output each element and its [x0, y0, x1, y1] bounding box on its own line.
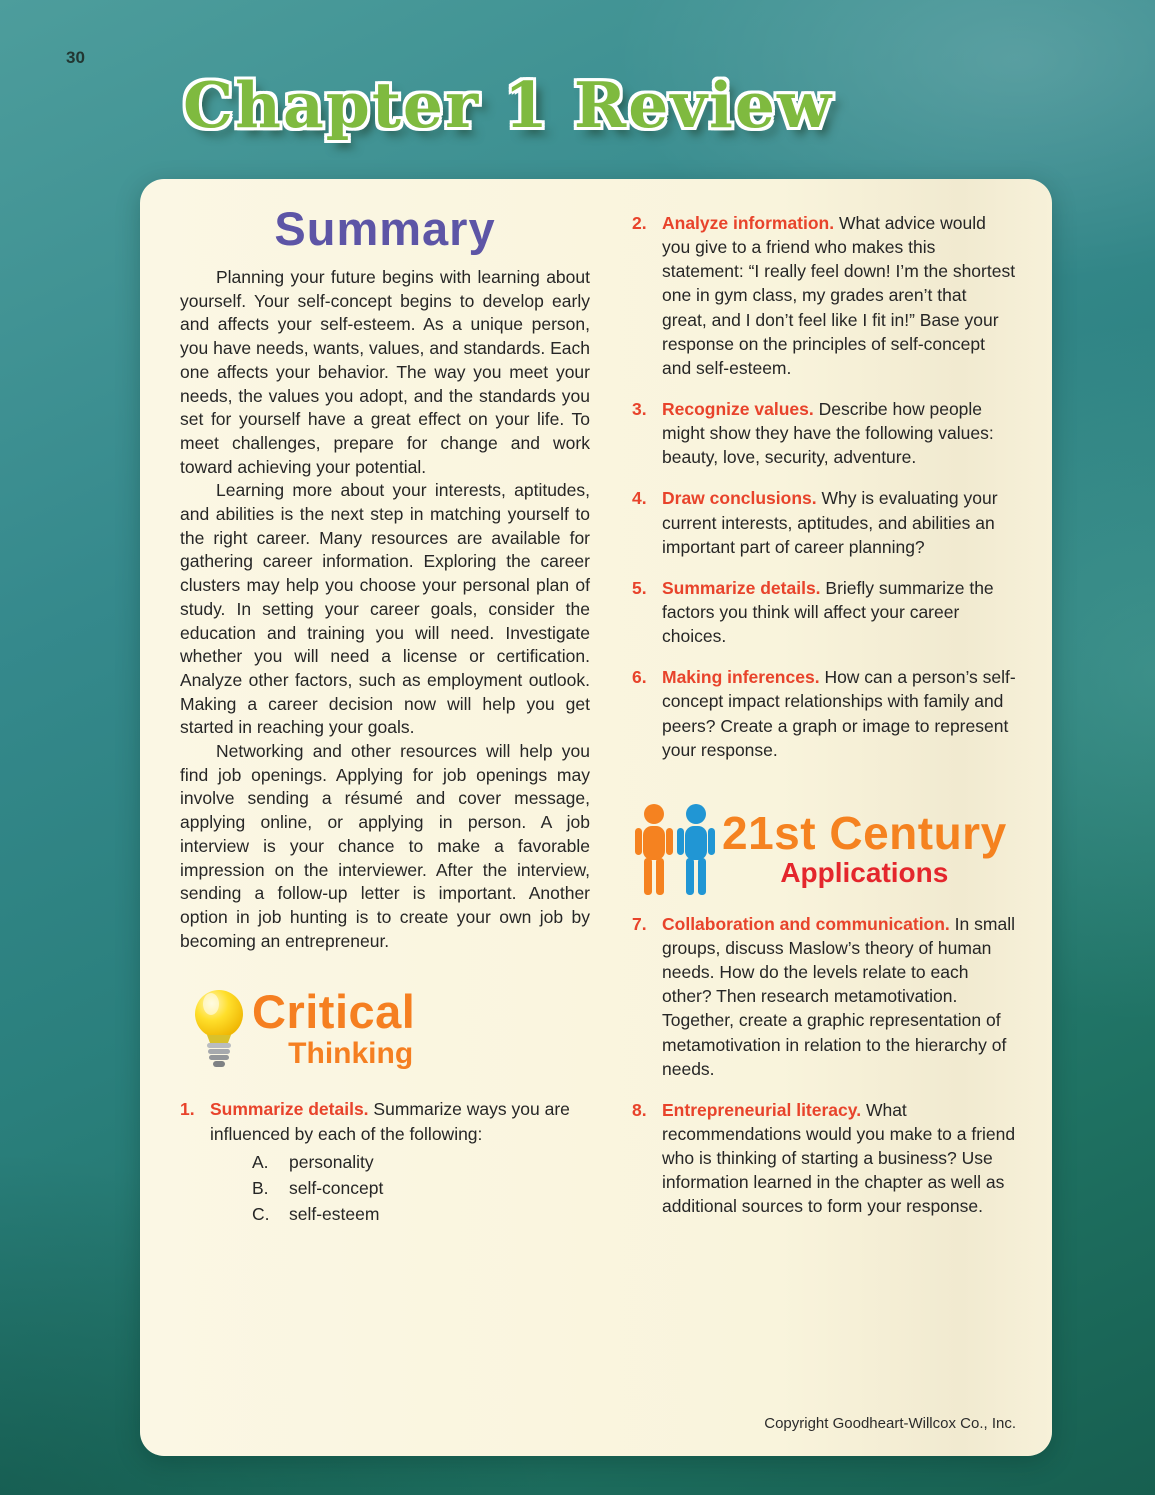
summary-paragraph-3: Networking and other resources will help you find job openings. Applying for job openings may involve sending a résumé and cover message, applying online, or applying in person. A job interview is your chance to make a favorable impression on the interviewer. After the interview, sending a follow-up letter is important. Another option in job hunting is to create your own job by becoming an entrepreneur.: [180, 741, 590, 951]
critical-title-line1: Critical: [252, 985, 416, 1039]
question-item-2: [632, 211, 1016, 380]
critical-thinking-title: [252, 987, 415, 1070]
chapter-title: Chapter 1 Review: [183, 68, 834, 142]
question-prompt: Summarize ways you are influenced by each of the following:: [210, 1099, 570, 1144]
content-card: [140, 179, 1052, 1456]
question-text: [662, 912, 1016, 1081]
person-icon-blue: [677, 804, 715, 895]
question-number: 8.: [632, 1099, 647, 1120]
subitem-text: personality: [289, 1151, 374, 1172]
subitem-a: [252, 1149, 590, 1175]
question-text: [662, 1098, 1016, 1219]
critical-title-line2: Thinking: [288, 1036, 414, 1070]
subitem-list: [210, 1149, 590, 1228]
question-number: 6.: [632, 667, 647, 688]
question-body: [210, 1097, 590, 1227]
question-number: 7.: [632, 913, 647, 934]
summary-paragraph-1: Planning your future begins with learning about yourself. Your self-concept begins to develop early and affects your self-esteem. As a unique person, you have needs, wants, values, and standards. Each one affects your behavior. The way you meet your needs, the values you adopt, and the standards you set for yourself have a great effect on your life. To meet challenges, prepare for change and work toward achieving your potential.: [180, 267, 590, 477]
century-applications-title: [722, 806, 1007, 889]
question-body: [662, 486, 1016, 558]
left-column: [180, 197, 590, 1244]
question-item-8: [632, 1098, 1016, 1219]
question-body: [662, 665, 1016, 762]
question-label: Summarize details.: [210, 1099, 369, 1120]
question-item-7: [632, 912, 1016, 1081]
question-text: [662, 397, 1016, 469]
right-column: [632, 197, 1016, 1244]
question-number: 1.: [180, 1099, 195, 1120]
question-prompt: What recommendations would you make to a friend who is thinking of starting a business? Use information learned in the chapter as well as additional sources to form your response.: [662, 1099, 1016, 1217]
question-body: [662, 576, 1016, 648]
question-label: Draw conclusions.: [662, 488, 817, 509]
copyright-notice: Copyright Goodheart-Willcox Co., Inc.: [764, 1415, 1016, 1432]
subitem-c: [252, 1201, 590, 1227]
summary-paragraph-2: Learning more about your interests, aptitudes, and abilities is the next step in matching yourself to the right career. Many resources are available for gathering career information. Exploring the career clusters may help you choose your personal plan of study. In setting your career goals, consider the education and training you will need. Investigate whether you will need a license or certification. Analyze other factors, such as employment outlook. Making a career decision now will help you get started in reaching your goals.: [180, 480, 590, 738]
subitem-text: self-concept: [289, 1177, 384, 1198]
subitem-letter: B.: [252, 1177, 269, 1198]
question-item-3: [632, 397, 1016, 469]
question-text: [662, 486, 1016, 558]
question-label: Summarize details.: [662, 577, 821, 598]
question-text: [662, 211, 1016, 380]
question-body: [662, 912, 1016, 1081]
question-prompt: How can a person’s self-concept impact relationships with family and peers? Create a graph or image to represent your response.: [662, 667, 1016, 760]
page-number: 30: [66, 48, 85, 67]
question-text: [662, 665, 1016, 762]
century-title-line2: Applications: [780, 856, 949, 888]
question-number: 5.: [632, 577, 647, 598]
subitem-text: self-esteem: [289, 1204, 380, 1225]
question-label: Entrepreneurial literacy.: [662, 1099, 862, 1120]
century-title-line1: 21st Century: [722, 806, 1007, 859]
question-prompt: Why is evaluating your current interests, aptitudes, and abilities an important part of career planning?: [662, 488, 998, 557]
question-item-6: [632, 665, 1016, 762]
question-item-4: [632, 486, 1016, 558]
question-label: Collaboration and communication.: [662, 913, 950, 934]
question-prompt: In small groups, discuss Maslow’s theory of human needs. How do the levels relate to each other? Then research metamotivation. Together, create a graphic representation of metamotivation in relation to the hierarchy of needs.: [662, 913, 1015, 1079]
question-label: Making inferences.: [662, 667, 820, 688]
question-prompt: What advice would you give to a friend who makes this statement: “I really feel down! I’m the shortest one in gym class, my grades aren’t that great, and I don’t feel like I fit in!” Base your response on the principles of self-concept and self-esteem.: [662, 213, 1016, 378]
question-prompt: Describe how people might show they have the following values: beauty, love, security, adventure.: [662, 398, 994, 468]
question-number: 2.: [632, 213, 647, 233]
person-icon-orange: [635, 804, 673, 895]
people-icon: [632, 802, 718, 896]
subitem-letter: C.: [252, 1204, 270, 1225]
two-column-layout: [180, 197, 1016, 1244]
question-body: [662, 397, 1016, 469]
question-label: Analyze information.: [662, 213, 835, 233]
question-prompt: Briefly summarize the factors you think will affect your career choices.: [662, 577, 994, 647]
subitem-letter: A.: [252, 1151, 269, 1172]
question-number: 3.: [632, 398, 647, 419]
question-item-5: [632, 576, 1016, 648]
critical-thinking-heading: [180, 987, 590, 1075]
summary-heading: Summary: [274, 202, 496, 255]
question-text: [662, 576, 1016, 648]
question-text: [210, 1097, 590, 1145]
question-label: Recognize values.: [662, 398, 814, 419]
subitem-b: [252, 1175, 590, 1201]
question-body: [662, 211, 1016, 380]
question-body: [662, 1098, 1016, 1219]
question-number: 4.: [632, 488, 647, 509]
century-applications-heading: [632, 802, 1016, 896]
question-item-1: [180, 1097, 590, 1227]
lightbulb-icon: [190, 987, 248, 1075]
